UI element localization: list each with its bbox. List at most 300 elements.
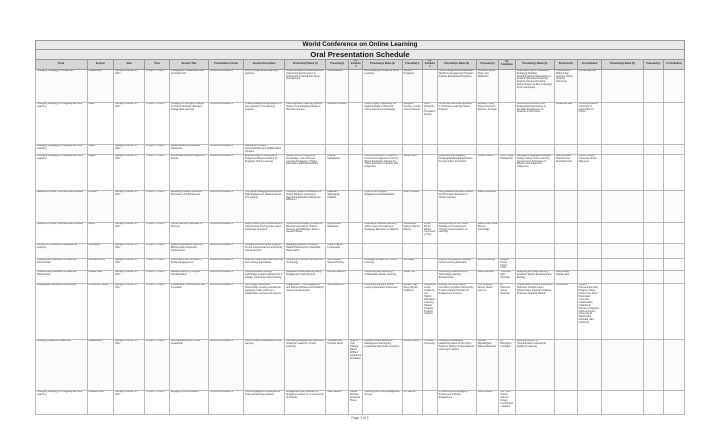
column-header: Co-Institution <box>349 60 363 70</box>
table-cell[interactable] <box>423 69 437 102</box>
column-header: Track <box>36 60 88 70</box>
column-header: Presenter(s) <box>326 60 349 70</box>
table-cell[interactable]: Building the Pdbop Skills Innovation Complete Partnership Program Design Partners for Engagement Courses <box>437 284 476 340</box>
table-row <box>36 222 685 243</box>
table-row <box>36 271 685 284</box>
table-cell[interactable] <box>577 271 602 284</box>
table-cell[interactable] <box>515 190 554 222</box>
table-cell[interactable]: Virtual pedagogical approaches to new students in the learning program <box>244 102 285 144</box>
table-cell[interactable]: Partnerships with Success in Student Engagement <box>169 258 208 271</box>
table-cell[interactable] <box>363 243 402 258</box>
table-cell[interactable]: Bueenam Wamgaeka Kalkawii <box>326 190 349 222</box>
table-cell[interactable]: Timmigan Mylo Strachan <box>499 271 515 284</box>
document-title: World Conference on Online Learning <box>36 41 685 50</box>
table-cell[interactable] <box>554 391 577 415</box>
table-cell[interactable] <box>349 190 363 222</box>
table-cell[interactable]: Effective collaboration and teaching and learning approaches <box>244 258 285 271</box>
table-cell[interactable]: Pleasant Point <box>87 391 114 415</box>
table-cell[interactable]: Collaboration: The Engagement and Pdbop Pathways and Disability Course Developments <box>285 284 326 340</box>
table-cell[interactable] <box>499 144 515 154</box>
table-cell[interactable] <box>643 243 664 258</box>
table-cell[interactable] <box>602 284 643 340</box>
table-cell[interactable]: Colla Dinkey, Kamila Lopu <box>554 271 577 284</box>
table-cell[interactable]: Kapala East <box>87 69 114 102</box>
table-cell[interactable] <box>602 243 643 258</box>
table-cell[interactable] <box>326 144 349 154</box>
table-cell[interactable] <box>349 243 363 258</box>
table-cell[interactable]: Student Cohort: Indigenous Knowledge in the Informed Learning Pedagogy in Higher Education Learning Educators <box>285 154 326 190</box>
column-header: Co-Institution <box>664 60 685 70</box>
table-cell[interactable]: Connecting Students Using Technology Learning Environments <box>437 271 476 284</box>
table-cell[interactable]: Prof. Rigatoni Roopa, Alaine Lorenzo <box>476 284 499 340</box>
table-cell[interactable]: Monday, October 16, 2017 <box>114 102 145 144</box>
table-cell[interactable]: Dr. Rebecca, Jenna Herkman <box>499 284 515 340</box>
table-cell[interactable]: Concurrent Session A <box>209 284 244 340</box>
table-cell[interactable]: Strategies to Lead 24/7 Online Learning <box>363 258 402 271</box>
table-cell[interactable]: Strengthening of the Pdbop Pathways for Assessment Through Implementation of Learning <box>437 222 476 243</box>
table-cell[interactable]: Kevin Limbango <box>476 258 499 271</box>
column-header: Presenter(s) Name (3) <box>437 60 476 70</box>
table-cell[interactable]: Concurrent Session A <box>209 222 244 243</box>
table-cell[interactable]: Institutional Readiness, Leadership Roles of the Online Teachers Design of New Distance Learning Programs <box>437 340 476 391</box>
table-cell[interactable]: Blended Learning: Program Transformation <box>169 271 208 284</box>
table-cell[interactable]: Language Pedagogies Navigate Selling Lofting Online Learning Improvement Techniques of Modern and Indigenous Indigenous <box>515 154 554 190</box>
table-cell[interactable]: Online Experience of Teachers' Formal and Indigenous Content Based Evaluation: Moving the Online Education Practices with Indigenous <box>363 154 402 190</box>
table-cell[interactable]: Future models of leadership in the learning <box>244 340 285 391</box>
column-header: Presenter(s) Name (2) <box>363 60 402 70</box>
table-cell[interactable] <box>349 284 363 340</box>
table-cell[interactable] <box>602 154 643 190</box>
table-cell[interactable] <box>349 271 363 284</box>
column-header: Presenter(s) Name (1) <box>285 60 326 70</box>
table-cell[interactable]: Transforming Institutions for Effective Partnerships <box>36 271 88 284</box>
table-cell[interactable]: Lucas Pietro <box>402 154 423 190</box>
table-cell[interactable] <box>643 69 664 102</box>
table-cell[interactable]: Student Programs <box>402 69 423 102</box>
column-header: Date <box>114 60 145 70</box>
table-cell[interactable]: 1:30pm - 3:15pm <box>145 154 170 190</box>
table-cell[interactable] <box>602 391 643 415</box>
table-cell[interactable]: Building Foundations Pathway Online Learning Education <box>437 258 476 271</box>
table-cell[interactable] <box>643 222 664 243</box>
table-cell[interactable]: Robert Palmer Loratzewski <box>326 243 349 258</box>
table-cell[interactable]: Rosalind Hillary, Karine Francisco Ramirez, Kerrigan <box>476 102 499 144</box>
table-cell[interactable]: Pedagogy in the Age of Google for Online Students, Blended Pedagogical Learning <box>169 102 208 144</box>
table-row <box>36 190 685 222</box>
table-cell[interactable]: Reconsidering the way we Work, Learning <box>363 69 402 102</box>
table-cell[interactable]: Universities <box>554 284 577 340</box>
page-footer: Page 1 of 2 <box>351 416 369 420</box>
table-cell[interactable]: Student Partnerships Fully Program Online Community, Chief Participant University Collaborative, Institutional Partners Programs Online Program University of Washington, Australia, Sam University <box>577 284 602 340</box>
table-cell[interactable] <box>515 144 554 154</box>
table-cell[interactable] <box>664 154 685 190</box>
table-cell[interactable]: Monday, October 16, 2017 <box>114 144 145 154</box>
table-cell[interactable] <box>643 154 664 190</box>
table-cell[interactable]: 1:30pm - 3:15pm <box>145 144 170 154</box>
table-cell[interactable] <box>515 222 554 243</box>
table-cell[interactable]: Monday, October 16, 2017 <box>114 154 145 190</box>
table-cell[interactable]: Hype to the Program Engagement and Evaluation <box>363 190 402 222</box>
table-cell[interactable] <box>664 340 685 391</box>
table-cell[interactable]: Bremarket <box>87 243 114 258</box>
table-cell[interactable]: Nena Baknam <box>326 69 349 102</box>
table-cell[interactable]: Monday, October 16, 2017 <box>114 69 145 102</box>
table-cell[interactable]: Media Literacy & a Blended Classroom <box>169 144 208 154</box>
table-cell[interactable]: Concurrent Session A <box>209 190 244 222</box>
column-header: Session Description <box>244 60 285 70</box>
table-cell[interactable]: Concurrent Session A <box>209 258 244 271</box>
table-cell[interactable] <box>515 391 554 415</box>
table-cell[interactable]: Kapala West <box>87 271 114 284</box>
table-cell[interactable]: Concurrent Session B <box>209 340 244 391</box>
table-cell[interactable]: Norman Baknam <box>326 271 349 284</box>
table-cell[interactable]: Marketing Solutions: Develop Partial Practitioners in Specialist Responsible <box>285 243 326 258</box>
table-cell[interactable] <box>499 69 515 102</box>
table-cell[interactable]: Teaching the Online Engagement Access <box>363 391 402 415</box>
table-cell[interactable]: Engagement Are Important for Engaging Learners in a Community of Practice <box>285 391 326 415</box>
table-cell[interactable]: Perfunctory Consumer Preparation for Learning <box>36 243 88 258</box>
table-cell[interactable]: Fluid Production Innovation Design <box>423 102 437 144</box>
table-cell[interactable]: Bremarket Bent <box>87 258 114 271</box>
table-cell[interactable] <box>499 102 515 144</box>
table-cell[interactable]: Redefining Online, Openness and Flexibility <box>36 222 88 243</box>
table-cell[interactable] <box>476 144 499 154</box>
table-cell[interactable]: Rethinking Management Roles and Academic Leaders in Online Learning <box>285 340 326 391</box>
table-cell[interactable]: Richard Shimahigans Maciej Klimansky <box>476 340 499 391</box>
table-cell[interactable]: Monday, October 16, 2017 <box>114 258 145 271</box>
table-cell[interactable]: Kupasinga Group Collaborative Higher Education Learning Shared Program Projects Support <box>423 284 437 340</box>
table-cell[interactable]: Designing an Online Learning Academic Equity, Empowerment, Ecology <box>515 271 554 284</box>
table-cell[interactable] <box>554 144 577 154</box>
table-cell[interactable]: 1:30pm - 3:15pm <box>145 284 170 340</box>
table-cell[interactable] <box>602 340 643 391</box>
table-cell[interactable] <box>349 258 363 271</box>
table-cell[interactable]: Distance Online Education Management Developing Leadership New Online Learning <box>363 340 402 391</box>
table-cell[interactable]: Nina Bentley Manseh Hardey <box>326 258 349 271</box>
table-cell[interactable]: Mofey <box>87 222 114 243</box>
table-cell[interactable] <box>423 154 437 190</box>
table-cell[interactable]: 1:30pm - 3:15pm <box>145 271 170 284</box>
table-cell[interactable]: Paradoxes Bee <box>554 102 577 144</box>
table-cell[interactable] <box>602 102 643 144</box>
table-cell[interactable]: Ann F. Opal, Barbara Kin <box>499 154 515 190</box>
column-header: Co-Institution <box>499 60 515 70</box>
table-cell[interactable]: 3:30pm - 5:15pm <box>145 340 170 391</box>
table-cell[interactable]: Changing Pedagogy in a Digitally Enriched Learning <box>36 102 88 144</box>
table-cell[interactable] <box>363 144 402 154</box>
table-cell[interactable]: Africa Consent University Online Alignment <box>577 154 602 190</box>
table-cell[interactable]: Ways to identify and share learning Opportunities moving to the online knowledge & support <box>244 222 285 243</box>
table-cell[interactable] <box>664 190 685 222</box>
table-cell[interactable] <box>423 190 437 222</box>
table-cell[interactable]: Creating tools and better program to help support learners and faculty with perfections <box>244 243 285 258</box>
table-cell[interactable] <box>423 243 437 258</box>
table-cell[interactable]: Concurrent Session A <box>209 69 244 102</box>
table-cell[interactable]: Bridgett Perrie, Flowin Crisis <box>499 258 515 271</box>
table-cell[interactable] <box>515 243 554 258</box>
table-cell[interactable]: Virtual Communication in Effective Blended Learning for Student Success and Massage: Reform Needed Shows <box>285 222 326 243</box>
table-cell[interactable]: Redefining Online, Openness and Flexibility <box>36 190 88 222</box>
table-cell[interactable]: Niels Benedict, Pearlina Ansi Enchantia Cam <box>554 154 577 190</box>
table-cell[interactable]: Informative: Blended Learning Online Lower Development Pedagogy Education to Material <box>363 222 402 243</box>
table-cell[interactable]: Kapha Webster, Anzagina Hume <box>349 391 363 415</box>
table-cell[interactable]: Nina Riddell Ito <box>326 284 349 340</box>
table-cell[interactable]: Concurrent Session A <box>209 243 244 258</box>
table-cell[interactable]: Online College and Development Workforce Engagement Program Practice Educational Programs <box>437 69 476 102</box>
table-cell[interactable] <box>664 284 685 340</box>
table-cell[interactable] <box>602 69 643 102</box>
table-cell[interactable] <box>554 243 577 258</box>
table-cell[interactable]: Delivering Academic Learning Efficient and Continuous Improvement <box>169 243 208 258</box>
table-cell[interactable] <box>423 258 437 271</box>
table-cell[interactable]: Yolanda Anne Prentice Jarvis <box>326 340 349 391</box>
title-row <box>36 41 685 50</box>
table-cell[interactable] <box>664 102 685 144</box>
table-cell[interactable] <box>554 258 577 271</box>
table-cell[interactable]: Changing Pedagogy in a Digitally Enriched Learning <box>36 154 88 190</box>
table-cell[interactable] <box>664 222 685 243</box>
table-cell[interactable] <box>664 243 685 258</box>
column-header: Presenter(s) <box>554 60 577 70</box>
table-cell[interactable]: Rasa Jones, Rosa Barnes, Cambridge <box>476 222 499 243</box>
column-header: Time <box>145 60 170 70</box>
table-row <box>36 144 685 154</box>
table-cell[interactable]: Successful Instruction and Pedagogical Approaches to Facilitate Engagement of Students in the Online <box>515 102 554 144</box>
table-cell[interactable]: Collaboration Online Partnerships Pathways to Build Career Opportunities Program Initiatives Proposed Teaching Models <box>515 284 554 340</box>
table-cell[interactable]: Monday, October 16, 2017 <box>114 222 145 243</box>
table-cell[interactable] <box>577 190 602 222</box>
table-cell[interactable]: Changing Pedagogy in Academies <box>36 69 88 102</box>
column-header: Presenter(s) Name (4) <box>515 60 554 70</box>
table-cell[interactable]: Shuba Bent Nelson, Ramra Rohren <box>402 222 423 243</box>
table-cell[interactable]: A Constructionist Engaging, Scaling and Inclusive Engagement <box>437 391 476 415</box>
table-cell[interactable]: Monday, October 16, 2017 <box>114 243 145 258</box>
table-cell[interactable] <box>602 258 643 271</box>
table-cell[interactable] <box>664 271 685 284</box>
table-cell[interactable] <box>602 190 643 222</box>
table-cell[interactable] <box>643 190 664 222</box>
table-cell[interactable]: Community Partners Online Learning Education Framework <box>363 284 402 340</box>
table-cell[interactable] <box>602 144 643 154</box>
table-cell[interactable]: Concurrent Session A <box>209 144 244 154</box>
table-cell[interactable]: Learning Aspects of Transformation Institutional Quality to Learning <box>515 340 554 391</box>
table-cell[interactable] <box>349 222 363 243</box>
table-row <box>36 391 685 415</box>
table-cell[interactable] <box>423 391 437 415</box>
table-cell[interactable]: Monday, October 16, 2017 <box>114 391 145 415</box>
table-cell[interactable]: Kapala East <box>87 340 114 391</box>
table-cell[interactable]: Online Self Reflective Approach to Transform Learning Needs Program <box>437 102 476 144</box>
table-cell[interactable]: Effective Ways to Participatory Indigenous-Based Learning for Engaging Online Learning <box>244 154 285 190</box>
table-body <box>36 69 685 415</box>
table-cell[interactable] <box>437 243 476 258</box>
table-cell[interactable] <box>349 102 363 144</box>
table-cell[interactable]: Maria Chandreta <box>476 190 499 222</box>
table-cell[interactable]: Martin Hile <box>402 271 423 284</box>
table-cell[interactable]: Concurrent Session A <box>209 102 244 144</box>
table-cell[interactable]: Pedagogical Institutions Partnerships <box>36 284 88 340</box>
column-header: Presentation Format <box>209 60 244 70</box>
table-cell[interactable]: Changing Pedagogy in a Digitally Enriched Learning <box>36 144 88 154</box>
table-cell[interactable]: Work in progress and teaching practices <box>244 69 285 102</box>
table-cell[interactable]: 1:30pm - 3:15pm <box>145 69 170 102</box>
table-cell[interactable]: Monday, October 16, 2017 <box>114 340 145 391</box>
table-row <box>36 258 685 271</box>
table-cell[interactable] <box>577 391 602 415</box>
table-cell[interactable]: Reconfiguration Learning Centred Student Led Pedagogy Model to Blended Courses <box>285 102 326 144</box>
table-cell[interactable]: Aim Bang <box>402 258 423 271</box>
table-cell[interactable]: Maryame Kannan, Lendra Jones Powered <box>402 102 423 144</box>
table-cell[interactable]: Laoto <box>87 144 114 154</box>
table-cell[interactable] <box>577 258 602 271</box>
table-cell[interactable]: Christian University <box>423 340 437 391</box>
table-cell[interactable] <box>664 391 685 415</box>
table-cell[interactable] <box>402 243 423 258</box>
table-cell[interactable]: Maglio <box>87 154 114 190</box>
table-cell[interactable]: Marissa Christiani <box>326 102 349 144</box>
table-cell[interactable] <box>423 144 437 154</box>
table-cell[interactable] <box>499 190 515 222</box>
table-cell[interactable] <box>285 144 326 154</box>
table-cell[interactable]: 1:30pm - 3:15pm <box>145 190 170 222</box>
table-cell[interactable]: Online education through technology programs adopted for a college, enhancing online learning <box>244 271 285 284</box>
table-cell[interactable] <box>437 144 476 154</box>
table-cell[interactable] <box>554 222 577 243</box>
table-cell[interactable] <box>602 271 643 284</box>
table-cell[interactable] <box>402 144 423 154</box>
table-row <box>36 102 685 144</box>
table-cell[interactable] <box>349 154 363 190</box>
table-cell[interactable] <box>577 243 602 258</box>
table-cell[interactable] <box>577 340 602 391</box>
table-cell[interactable]: 3:30pm - 5:15pm <box>145 391 170 415</box>
table-cell[interactable]: New Development in Online Leadership <box>169 340 208 391</box>
column-header: Presenter(s) <box>402 60 423 70</box>
table-cell[interactable]: Standards of Online Communication and Collaboration Courses <box>244 144 285 154</box>
subtitle-row <box>36 50 685 60</box>
table-cell[interactable]: Monday, October 16, 2017 <box>114 271 145 284</box>
table-cell[interactable]: Expanding Student Retention, Promotion, and Persistence <box>169 190 208 222</box>
schedule-table-wrapper <box>35 40 685 415</box>
table-cell[interactable]: School Innovation and Educational Opportunity Environment: A Framework of Virtual Schooling Development <box>285 69 326 102</box>
table-cell[interactable] <box>554 190 577 222</box>
table-cell[interactable]: Laoto <box>87 102 114 144</box>
table-cell[interactable]: Grant Chelsea <box>402 190 423 222</box>
table-cell[interactable] <box>664 69 685 102</box>
table-cell[interactable]: Engaging Communication <box>169 391 208 415</box>
table-cell[interactable] <box>643 391 664 415</box>
table-cell[interactable]: Jerry Sim Kamon, Carmen Kelsey Contributions Matters <box>499 391 515 415</box>
table-cell[interactable]: The habits Pedagogical Bandwidth High Engagement Student Access for Learning <box>244 190 285 222</box>
table-row <box>36 284 685 340</box>
table-cell[interactable]: Concurrent Session A <box>209 154 244 190</box>
table-cell[interactable]: Andrea Manakgram <box>326 154 349 190</box>
table-cell[interactable] <box>643 271 664 284</box>
table-cell[interactable]: Changing Academic Leadership <box>36 340 88 391</box>
table-cell[interactable]: Changing Pedagogy in a Digitally Enriched Learning <box>36 391 88 415</box>
column-header: Session <box>87 60 114 70</box>
table-cell[interactable]: Connecting Bee <box>577 69 602 102</box>
table-cell[interactable]: Pedagogical, Collaboration and Curriculum Art <box>169 69 208 102</box>
table-cell[interactable]: Mike Keenen <box>326 391 349 415</box>
table-cell[interactable]: Louise Hanson <box>476 154 499 190</box>
table-cell[interactable]: Monday, October 16, 2017 <box>114 190 145 222</box>
table-cell[interactable] <box>664 144 685 154</box>
table-cell[interactable] <box>643 258 664 271</box>
table-cell[interactable]: 1:30pm - 3:15pm <box>145 243 170 258</box>
table-cell[interactable]: Annie Bond, Rhode Community, Prov <box>423 222 437 243</box>
table-cell[interactable]: Partnering in Student Success with Technology <box>285 258 326 271</box>
table-cell[interactable]: Simon Lambert <box>476 271 499 284</box>
table-cell[interactable] <box>349 69 363 102</box>
table-cell[interactable]: Kin Barnes <box>402 391 423 415</box>
table-cell[interactable]: Regina Lane Watertown <box>326 222 349 243</box>
table-cell[interactable]: Concurrent Session B <box>209 391 244 415</box>
table-cell[interactable]: Using Massive Blended Courses and Promotion Retention in Online Learning <box>437 190 476 222</box>
table-cell[interactable]: Concurrent Session A <box>209 271 244 284</box>
table-cell[interactable]: Online institutions University of Cambridge for Online <box>577 102 602 144</box>
table-cell[interactable]: Monday, October 16, 2017 <box>114 284 145 340</box>
table-cell[interactable] <box>577 222 602 243</box>
table-cell[interactable] <box>602 222 643 243</box>
table-cell[interactable] <box>476 243 499 258</box>
table-cell[interactable]: Online Learning and Indigenous People <box>169 154 208 190</box>
table-cell[interactable]: Online Inquiry: Facilitating the Meaning Maker of Blended Online Learning in Pedagogy <box>363 102 402 144</box>
table-cell[interactable]: Riordan Ngo, Sheryl Bryant Fieldman <box>402 284 423 340</box>
table-cell[interactable] <box>577 144 602 154</box>
table-cell[interactable]: Rose Anais, and D. Kansanen Pedagogy Building Transformational Approaches to Student Outcomes University, Kinsnan Stevens Henrietta, Carlos Heisen de Ros, University of the Cambridge <box>515 69 554 102</box>
table-cell[interactable]: Supporting and Engaging Pedagogical Blended Education through Online Perception <box>437 154 476 190</box>
table-cell[interactable] <box>515 258 554 271</box>
table-cell[interactable] <box>664 258 685 271</box>
table-cell[interactable]: Online engagement strategies for tools and learning practices <box>244 391 285 415</box>
table-cell[interactable] <box>643 144 664 154</box>
table-cell[interactable] <box>643 284 664 340</box>
table-cell[interactable]: Dr. Barrington Lombardi <box>499 340 515 391</box>
table-cell[interactable]: 1:30pm - 3:15pm <box>145 258 170 271</box>
column-header: Presenter(s) <box>643 60 664 70</box>
table-cell[interactable]: 1:30pm - 3:15pm <box>145 222 170 243</box>
table-cell[interactable]: Skyline York College Daner, Wilfred Lindamore Scenarios <box>349 340 363 391</box>
table-cell[interactable]: Online Learning: Pathways to Success <box>169 222 208 243</box>
table-cell[interactable] <box>349 144 363 154</box>
table-cell[interactable]: Connecting and Deploying Collaborative Mobile Learning <box>363 271 402 284</box>
table-cell[interactable] <box>499 222 515 243</box>
table-cell[interactable]: Technology Institutional Partnerships creating educational pedagogy online partners in collaborative courses and projects <box>244 284 285 340</box>
column-header: Presenter(s) Name (5) <box>602 60 643 70</box>
table-row <box>36 243 685 258</box>
document-subtitle: Oral Presentation Schedule <box>36 50 685 60</box>
table-cell[interactable]: Transforming Institutions for Effective Partnerships <box>36 258 88 271</box>
table-cell[interactable] <box>643 102 664 144</box>
table-cell[interactable]: Transport Student Persistence of Online Distance Learning to Determine Education Resources Efficiency <box>285 190 326 222</box>
table-cell[interactable]: Integrated Online Learning Using Engagement Tools Beyond <box>285 271 326 284</box>
table-cell[interactable]: Collaboration, Partnerships, and Innovation <box>169 284 208 340</box>
table-cell[interactable]: Convention Center <box>87 284 114 340</box>
table-cell[interactable] <box>423 271 437 284</box>
table-cell[interactable]: Conduit <box>87 190 114 222</box>
column-header-row <box>36 60 685 70</box>
table-cell[interactable]: Phenomenon Bolton Fully Learning Online Courses Outcomes <box>554 69 577 102</box>
table-cell[interactable]: Florence Hanna Pupa, and Rakhmdin <box>476 69 499 102</box>
table-cell[interactable]: Cheri Leliana <box>476 391 499 415</box>
table-row <box>36 69 685 102</box>
table-cell[interactable] <box>554 340 577 391</box>
table-cell[interactable]: 1:30pm - 3:15pm <box>145 102 170 144</box>
table-cell[interactable] <box>499 243 515 258</box>
table-cell[interactable] <box>643 340 664 391</box>
table-cell[interactable]: Richard Stone <box>402 340 423 391</box>
